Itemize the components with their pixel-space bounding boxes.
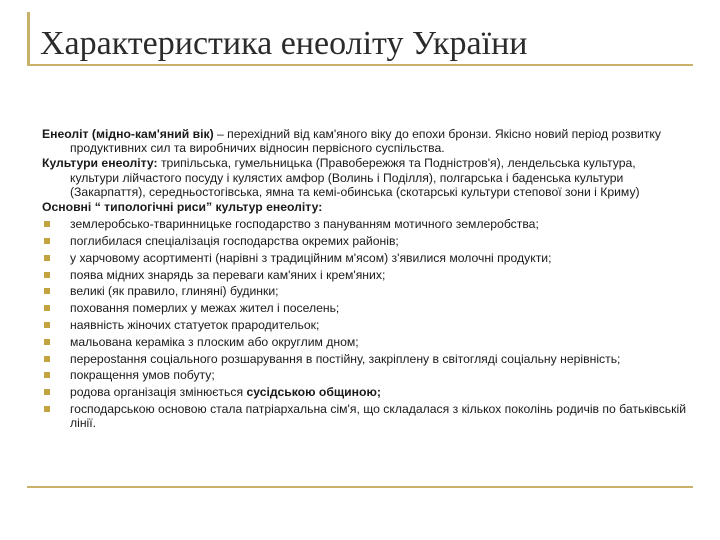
list-item [42, 268, 687, 282]
list-item [42, 335, 687, 349]
list-item-text: покращення умов побуту; [70, 368, 215, 383]
list-item-text: великі (як правило, глиняні) будинки; [70, 284, 279, 299]
square-bullet-icon [44, 288, 50, 294]
list-item-text: перерostання соціального розшарування в постійну, закріплену в світогляді соціальну нерівність; [70, 351, 621, 366]
title-frame-horizontal-rule [27, 64, 693, 66]
square-bullet-icon [44, 272, 50, 278]
features-heading: Основні “ типологічні риси” культур енеоліту: [42, 200, 323, 215]
cultures-text: трипільська, гумельницька (Правобережжя та Подністров'я), лендельська культура, культури лійчастого посуду і кулястих амфор (Волинь і Поділля), полгарська і баденська культури (Закарпаття), середньостогівська, ямна та кемі-обинська (скотарські культури степової зони і Криму) [70, 156, 640, 199]
square-bullet-icon [44, 406, 50, 412]
square-bullet-icon [44, 305, 50, 311]
square-bullet-icon [44, 255, 50, 261]
square-bullet-icon [44, 372, 50, 378]
list-item [42, 402, 687, 430]
list-item [42, 318, 687, 332]
list-item-text: наявність жіночих статуеток прародительок; [70, 318, 320, 332]
slide-body [42, 127, 687, 433]
list-item [42, 251, 687, 265]
list-item-text: поглибилася спеціалізація господарства окремих районів; [70, 234, 399, 249]
list-item-text: поховання померлих у межах жител і поселень; [70, 301, 340, 316]
list-item-text: у харчовому асортименті (нарівні з традиційним м'ясом) з'явилися молочні продукти; [70, 250, 552, 265]
cultures-paragraph [42, 156, 687, 199]
footer-rule [27, 486, 693, 488]
list-item [42, 217, 687, 231]
square-bullet-icon [44, 322, 50, 328]
square-bullet-icon [44, 339, 50, 345]
list-item [42, 368, 687, 382]
list-item-text: родова організація змінюється [70, 385, 247, 400]
list-item [42, 385, 687, 399]
list-item-text: поява мідних знарядь за переваги кам'яних і крем'яних; [70, 267, 386, 282]
title-frame-vertical-rule [27, 12, 30, 64]
square-bullet-icon [44, 356, 50, 362]
slide-title: Характеристика енеоліту України [40, 25, 528, 62]
square-bullet-icon [44, 238, 50, 244]
list-item [42, 284, 687, 298]
list-item [42, 352, 687, 366]
cultures-label: Культури енеоліту: [42, 156, 158, 171]
intro-text: – перехідний від кам'яного віку до епохи бронзи. Якісно новий період розвитку продуктивних сил та виробничих відносин первісного суспільства. [70, 127, 661, 156]
intro-term: Енеоліт (мідно-кам'яний вік) [42, 127, 214, 141]
square-bullet-icon [44, 221, 50, 227]
list-item [42, 234, 687, 248]
features-list [42, 217, 687, 430]
square-bullet-icon [44, 389, 50, 395]
intro-paragraph [42, 127, 687, 155]
list-item-emphasis: сусідською общиною; [246, 385, 381, 400]
list-item [42, 301, 687, 315]
list-item-text: землеробсько-тваринницьке господарство з пануванням мотичного землеробства; [70, 217, 539, 232]
list-item-text: господарською основою стала патріархальна сім'я, що складалася з кількох поколінь родичів по батьківській лінії. [70, 401, 686, 431]
list-item-text: мальована кераміка з плоским або округлим дном; [70, 334, 359, 349]
